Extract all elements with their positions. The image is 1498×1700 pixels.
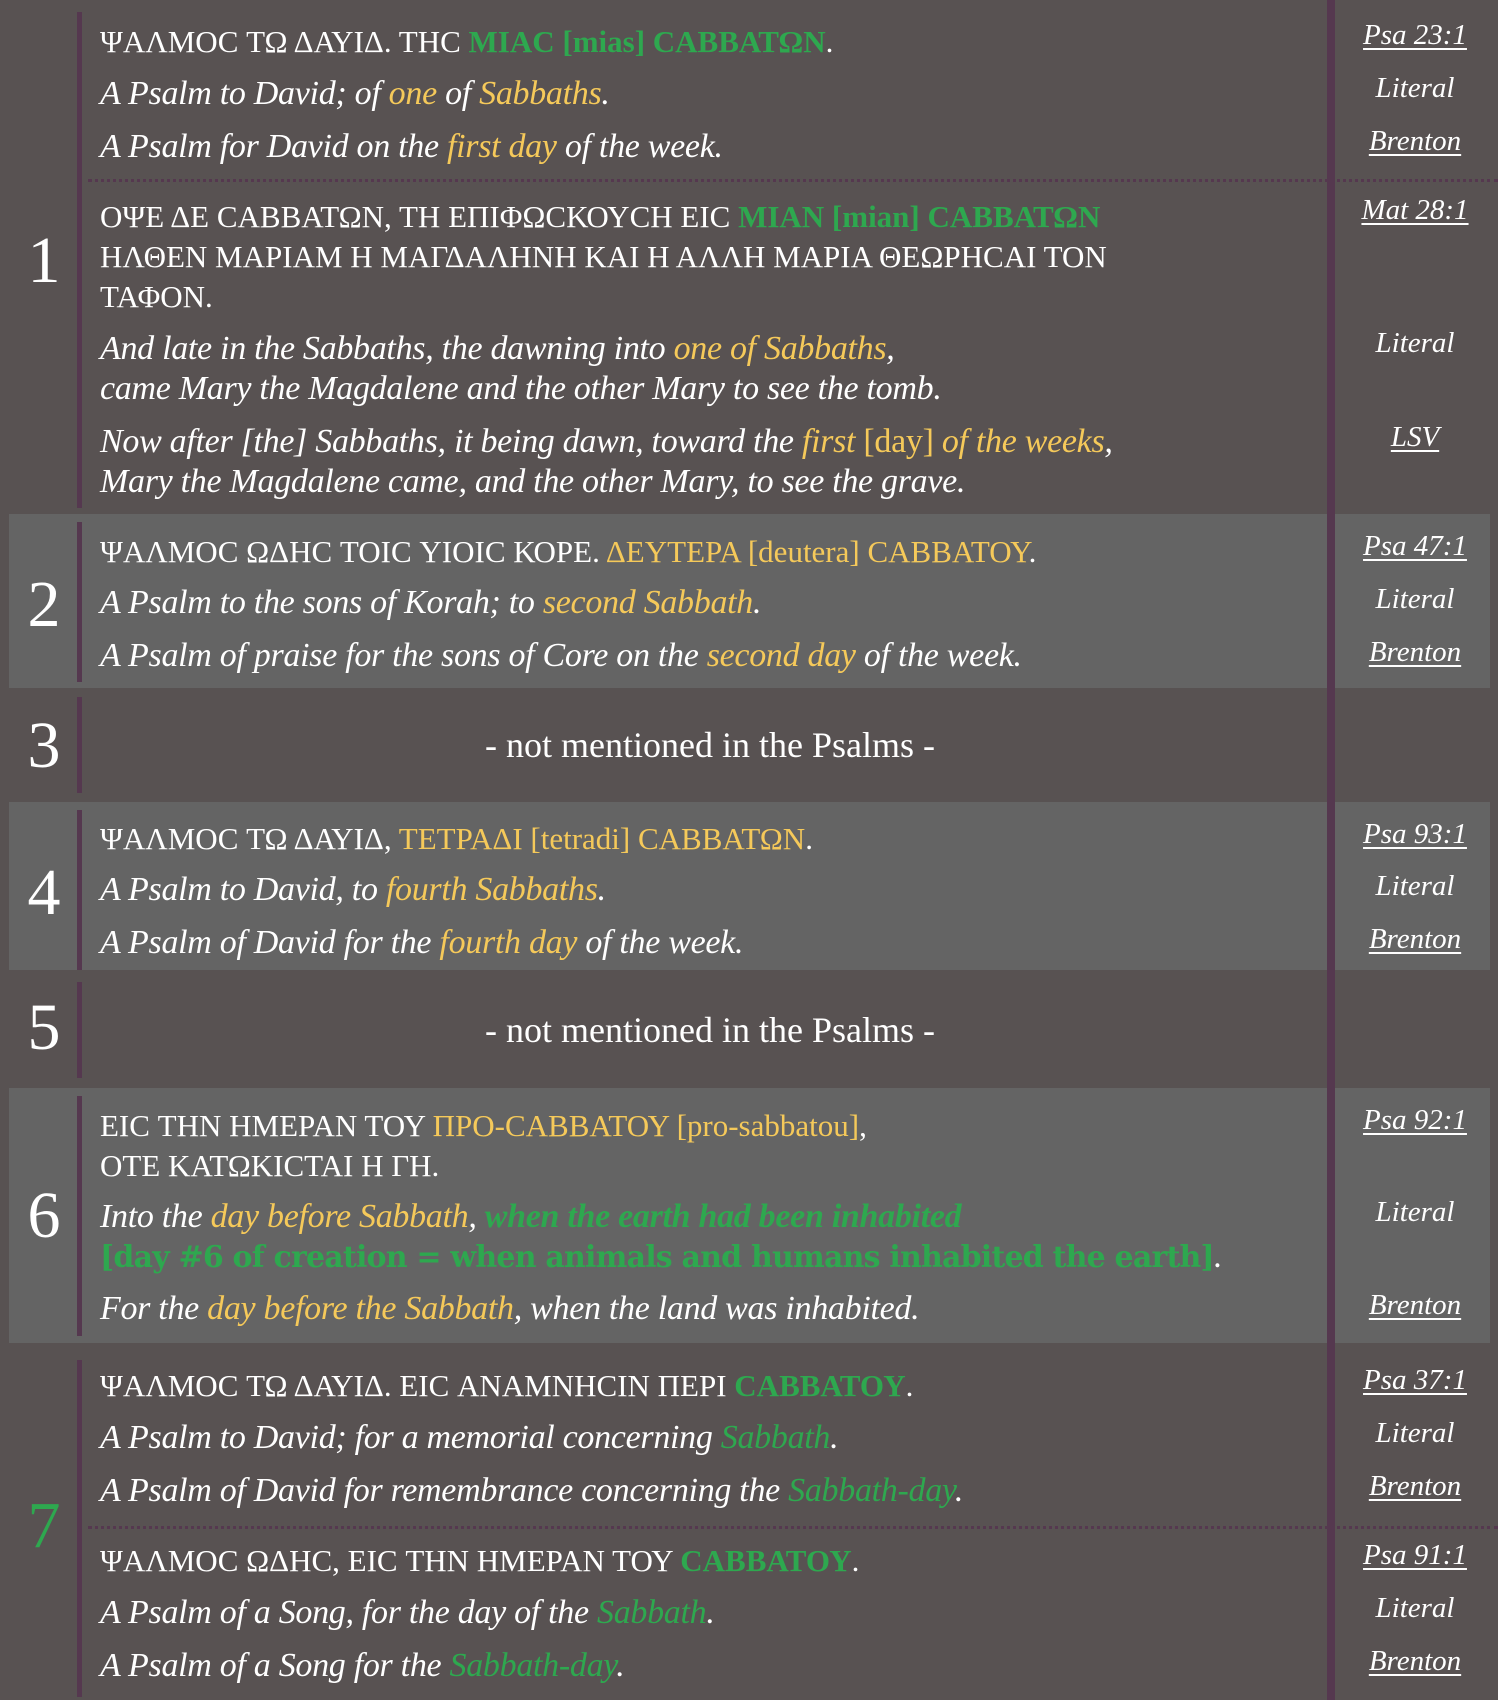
day-number: 7 [27,1489,61,1562]
highlight-yellow: Sabbaths [479,75,602,112]
greek-text: ΕΙC ΤΗΝ ΗΜΕΡΑΝ ΤΟΥ ΠΡΟ-CΑΒΒΑΤΟΥ [pro-sabbatou], [100,1108,867,1143]
left-divider-bar [77,982,82,1078]
highlight-green: CΑΒΒΑΤΟΥ [680,1543,852,1578]
day-number: 1 [27,224,61,297]
highlight-yellow: day before the Sabbath [207,1290,514,1327]
translation-ref-link[interactable]: Brenton [1368,1645,1462,1677]
day-number: 2 [27,568,61,641]
day-number: 6 [27,1179,61,1252]
translation-text: A Psalm of a Song for the Sabbath-day. [100,1647,625,1684]
highlight-green: Sabbath-day [788,1472,955,1509]
literal-text: Into the day before Sabbath, when the earth had been inhabited [100,1198,962,1235]
highlight-green: Sabbath [720,1419,831,1456]
literal-label: Literal [1375,583,1455,615]
day-number: 4 [27,856,61,929]
literal-label: Literal [1375,870,1455,902]
day-number: 5 [27,991,61,1064]
greek-text: ΤΑΦΟΝ. [100,279,213,314]
highlight-yellow: second day [706,637,856,674]
dotted-separator [88,1526,1498,1529]
greek-text: ΨΑΛΜΟC ΤΩ ΔΑΥΙΔ. ΤΗC ΜΙΑC [mias] CΑΒΒΑΤΩΝ. [100,24,834,59]
not-mentioned-note: - not mentioned in the Psalms - [485,1010,935,1050]
translation-ref-link[interactable]: LSV [1390,421,1440,453]
source-ref-link[interactable]: Psa 37:1 [1363,1364,1467,1396]
translation-text: A Psalm of praise for the sons of Core on the second day of the week. [100,637,1022,674]
source-ref-link[interactable]: Psa 91:1 [1363,1539,1467,1571]
greek-text: ΨΑΛΜΟC ΩΔΗC, ΕΙC ΤΗΝ ΗΜΕΡΑΝ ΤΟΥ CΑΒΒΑΤΟΥ. [100,1543,860,1578]
source-ref-link[interactable]: Mat 28:1 [1361,194,1469,226]
literal-text: A Psalm to David; for a memorial concerning Sabbath. [100,1419,839,1456]
literal-text: A Psalm of a Song, for the day of the Sabbath. [100,1594,715,1631]
greek-text: ΗΛΘΕΝ ΜΑΡΙΑΜ Η ΜΑΓΔΑΛΗΝΗ ΚΑΙ Η ΑΛΛΗ ΜΑΡΙΑ ΘΕΩΡΗCΑΙ ΤΟΝ [100,239,1107,274]
translation-ref-link[interactable]: Brenton [1368,1470,1462,1502]
translation-text: A Psalm of David for remembrance concerning the Sabbath-day. [100,1472,964,1509]
day-section-1 [0,0,1498,512]
day-section-4 [0,802,1498,970]
day-section-5 [0,970,1498,1088]
highlight-yellow: first [801,423,856,460]
literal-label: Literal [1375,327,1455,359]
translation-text: A Psalm of David for the fourth day of the week. [100,924,744,961]
highlight-yellow: ΔΕΥΤΕΡΑ [deutera] CΑΒΒΑΤΟΥ [605,534,1029,569]
translation-ref-link[interactable]: Brenton [1368,1289,1462,1321]
highlight-green: when the earth had been inhabited [484,1198,962,1235]
translation-text: Now after [the] Sabbaths, it being dawn, toward the first [day] of the weeks, [100,423,1113,460]
left-divider-bar [77,1096,82,1336]
highlight-yellow: day before Sabbath [210,1198,469,1235]
day-section-7 [0,1343,1498,1700]
greek-text: ΨΑΛΜΟC ΤΩ ΔΑΥΙΔ, ΤΕΤΡΑΔΙ [tetradi] CΑΒΒΑΤΩΝ. [100,821,813,856]
highlight-green: [day #6 of creation = when animals and humans inhabited the earth] [100,1240,1214,1275]
highlight-yellow: of the weeks [941,423,1105,460]
greek-text: ΟΤΕ ΚΑΤΩΚΙCΤΑΙ Η ΓΗ. [100,1148,440,1183]
highlight-green: Sabbath-day [449,1647,617,1684]
highlight-yellow: one of Sabbaths [673,330,887,367]
highlight-yellow: fourth Sabbaths [385,871,598,908]
source-ref-link[interactable]: Psa 47:1 [1363,530,1467,562]
left-divider-bar [77,810,82,970]
left-divider-bar [77,522,82,682]
column-divider [1327,0,1335,1700]
dotted-separator [88,179,1498,182]
greek-text: ΟΨΕ ΔΕ CΑΒΒΑΤΩΝ, ΤΗ ΕΠΙΦΩCΚΟΥCΗ ΕΙC ΜΙΑΝ [mian] CΑΒΒΑΤΩΝ [100,199,1101,234]
translation-text: Mary the Magdalene came, and the other Mary, to see the grave. [100,463,966,500]
literal-label: Literal [1375,72,1455,104]
highlight-yellow: second Sabbath [542,584,753,621]
highlight-yellow: [day] [855,423,942,460]
day-number: 3 [27,709,61,782]
highlight-green: ΜΙΑΝ [mian] CΑΒΒΑΤΩΝ [738,199,1101,234]
literal-text: And late in the Sabbaths, the dawning into one of Sabbaths, [100,330,895,367]
literal-text: A Psalm to David, to fourth Sabbaths. [100,871,606,908]
not-mentioned-note: - not mentioned in the Psalms - [485,725,935,765]
highlight-green: CΑΒΒΑΤΟΥ [734,1368,906,1403]
greek-text: ΨΑΛΜΟC ΩΔΗC ΤΟΙC ΥΙΟΙC ΚΟΡΕ. ΔΕΥΤΕΡΑ [deutera] CΑΒΒΑΤΟΥ. [100,534,1037,569]
day-section-3 [0,688,1498,802]
translation-ref-link[interactable]: Brenton [1368,923,1462,955]
highlight-yellow: first day [446,128,557,165]
literal-label: Literal [1375,1417,1455,1449]
literal-text: A Psalm to the sons of Korah; to second Sabbath. [100,584,762,621]
literal-text: A Psalm to David; of one of Sabbaths. [100,75,610,112]
day-section-6 [0,1088,1498,1343]
literal-label: Literal [1375,1592,1455,1624]
translation-ref-link[interactable]: Brenton [1368,125,1462,157]
highlight-yellow: one [388,75,437,112]
left-divider-bar [77,697,82,793]
translation-text: A Psalm for David on the first day of the week. [100,128,723,165]
literal-text: [day #6 of creation = when animals and humans inhabited the earth]. [100,1238,1223,1275]
source-ref-link[interactable]: Psa 23:1 [1363,19,1467,51]
highlight-yellow: ΤΕΤΡΑΔΙ [tetradi] CΑΒΒΑΤΩΝ [398,821,806,856]
highlight-yellow: ΠΡΟ-CΑΒΒΑΤΟΥ [pro-sabbatou] [432,1108,860,1143]
literal-text: came Mary the Magdalene and the other Mary to see the tomb. [100,370,942,407]
day-section-2 [0,514,1498,688]
highlight-green: ΜΙΑC [mias] CΑΒΒΑΤΩΝ [468,24,826,59]
source-ref-link[interactable]: Psa 93:1 [1363,818,1467,850]
literal-label: Literal [1375,1196,1455,1228]
translation-text: For the day before the Sabbath, when the land was inhabited. [100,1290,920,1327]
left-divider-bar [77,1360,82,1697]
greek-text: ΨΑΛΜΟC ΤΩ ΔΑΥΙΔ. ΕΙC ΑΝΑΜΝΗCΙΝ ΠΕΡΙ CΑΒΒΑΤΟΥ. [100,1368,914,1403]
translation-ref-link[interactable]: Brenton [1368,636,1462,668]
source-ref-link[interactable]: Psa 92:1 [1363,1104,1467,1136]
highlight-yellow: fourth day [439,924,578,961]
highlight-green: Sabbath [597,1594,707,1631]
left-divider-bar [77,12,82,508]
